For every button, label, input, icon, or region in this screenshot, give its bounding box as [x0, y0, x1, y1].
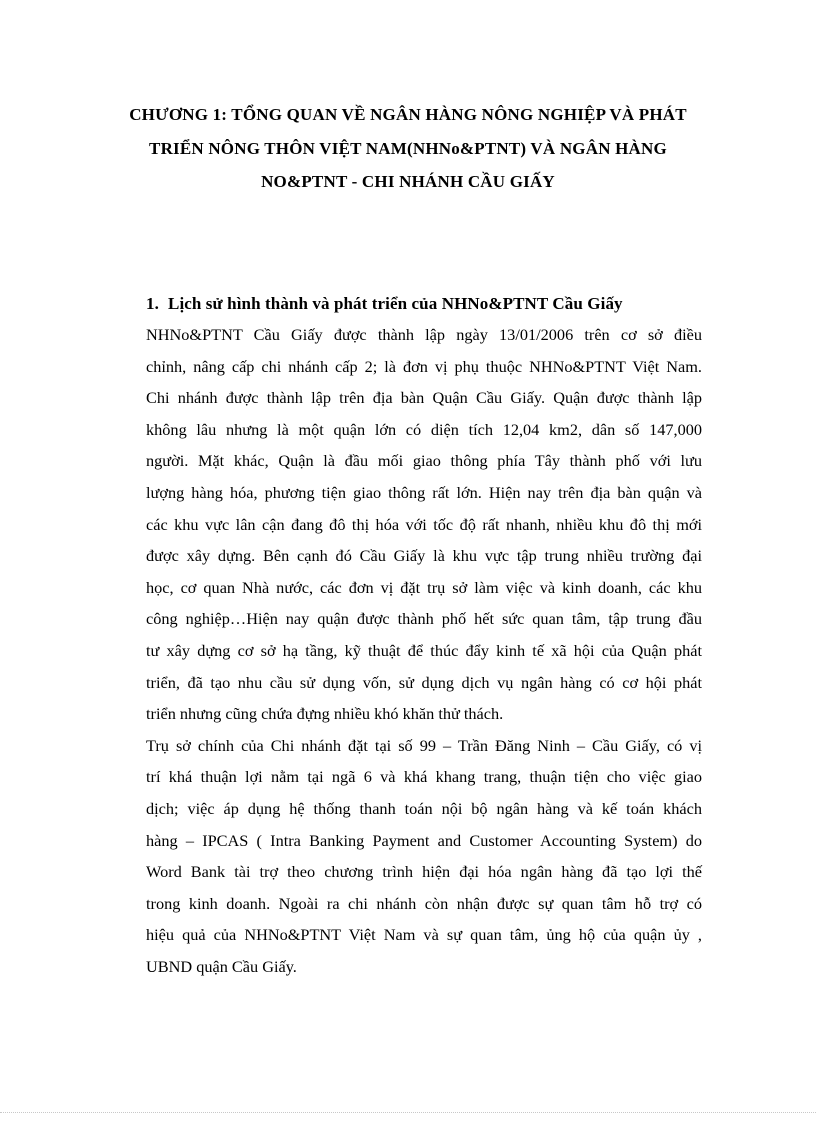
paragraph-line: không lâu nhưng là một quận lớn có diện tích 12,04 km2, dân số 147,000 [146, 419, 702, 439]
paragraph-line: học, cơ quan Nhà nước, các đơn vị đặt trụ sở làm việc và kinh doanh, các khu [146, 577, 702, 597]
paragraph-line: được xây dựng. Bên cạnh đó Cầu Giấy là khu vực tập trung nhiều trường đại [146, 546, 702, 566]
paragraph-line: lượng hàng hóa, phương tiện giao thông rất lớn. Hiện nay trên địa bàn quận và [146, 482, 702, 502]
paragraph-line: triển, đã tạo nhu cầu sử dụng vốn, sử dụng dịch vụ ngân hàng có cơ hội phát [146, 672, 702, 692]
section-heading [146, 288, 702, 319]
chapter-title-line-2: TRIỂN NÔNG THÔN VIỆT NAM(NHNo&PTNT) VÀ NGÂN HÀNG [149, 138, 667, 158]
chapter-title-line-3: NO&PTNT - CHI NHÁNH CẦU GIẤY [261, 172, 555, 191]
section-title: Lịch sử hình thành và phát triển của NHNo&PTNT Cầu Giấy [168, 294, 623, 313]
paragraph-line: Word Bank tài trợ theo chương trình hiện đại hóa ngân hàng đã tạo lợi thế [146, 862, 702, 882]
chapter-title [90, 98, 726, 199]
paragraph-line: công nghiệp…Hiện nay quận được thành phố hết sức quan tâm, tập trung đầu [146, 609, 702, 629]
chapter-title-line-1: CHƯƠNG 1: TỔNG QUAN VỀ NGÂN HÀNG NÔNG NGHIỆP VÀ PHÁT [129, 105, 687, 124]
paragraph-line: người. Mặt khác, Quận là đầu mối giao thông phía Tây thành phố với lưu [146, 451, 702, 471]
paragraph-line: UBND quận Cầu Giấy. [146, 956, 297, 976]
paragraph-2 [146, 730, 702, 983]
section-1 [146, 288, 702, 982]
paragraph-line: Chi nhánh được thành lập trên địa bàn Quận Cầu Giấy. Quận được thành lập [146, 388, 702, 408]
paragraph-line: Trụ sở chính của Chi nhánh đặt tại số 99 – Trần Đăng Ninh – Cầu Giấy, có vị [146, 735, 702, 755]
paragraph-line: hiệu quả của NHNo&PTNT Việt Nam và sự quan tâm, ủng hộ của quận ủy , [146, 925, 702, 945]
page-bottom-divider [0, 1112, 816, 1113]
paragraph-line: triển nhưng cũng chứa đựng nhiều khó khăn thử thách. [146, 704, 504, 724]
paragraph-line: hàng – IPCAS ( Intra Banking Payment and Customer Accounting System) do [146, 830, 702, 850]
paragraph-line: các khu vực lân cận đang đô thị hóa với tốc độ rất nhanh, nhiều khu đô thị mới [146, 514, 702, 534]
paragraph-1 [146, 319, 702, 730]
paragraph-line: chỉnh, nâng cấp chi nhánh cấp 2; là đơn vị phụ thuộc NHNo&PTNT Việt Nam. [146, 356, 702, 376]
section-number: 1. [146, 294, 159, 313]
paragraph-line: trí khá thuận lợi nằm tại ngã 6 và khá khang trang, thuận tiện cho việc giao [146, 767, 702, 787]
paragraph-line: trong kinh doanh. Ngoài ra chi nhánh còn nhận được sự quan tâm hỗ trợ có [146, 893, 702, 913]
paragraph-line: tư xây dựng cơ sở hạ tầng, kỹ thuật để thúc đẩy kinh tế xã hội của Quận phát [146, 640, 702, 660]
paragraph-line: NHNo&PTNT Cầu Giấy được thành lập ngày 13/01/2006 trên cơ sở điều [146, 325, 702, 344]
paragraph-line: dịch; việc áp dụng hệ thống thanh toán nội bộ ngân hàng và kế toán khách [146, 798, 702, 818]
